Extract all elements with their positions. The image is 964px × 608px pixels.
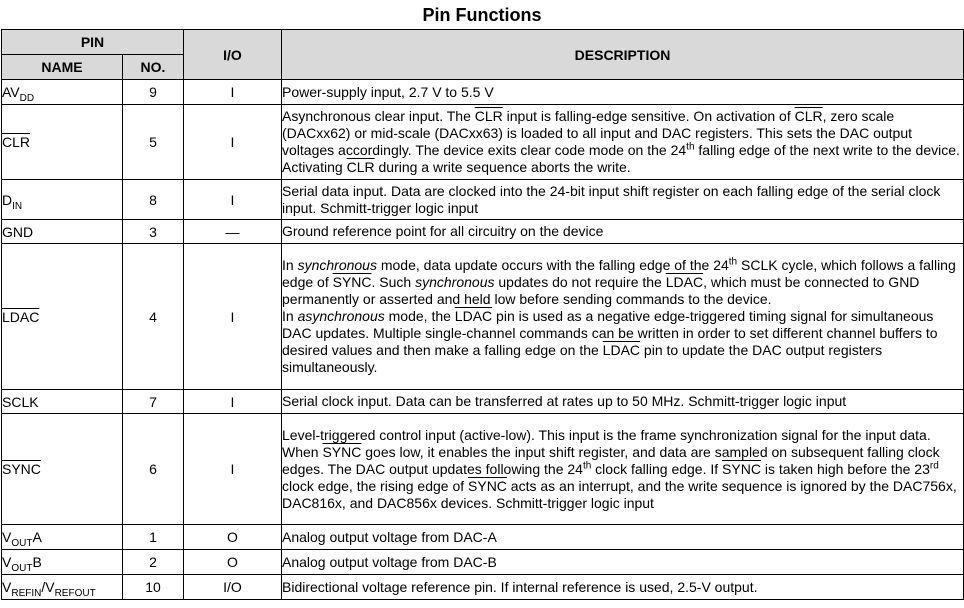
pin-name: $V_{REFIN}/V_{REFOUT}$ xyxy=(2,575,123,600)
table-row xyxy=(2,105,964,180)
header-io: I/O xyxy=(184,30,282,80)
table-row xyxy=(2,244,964,390)
pin-name: $V_{OUT}A$ xyxy=(2,525,123,550)
pin-number: 2 xyxy=(123,550,184,575)
header-no: NO. xyxy=(123,55,184,80)
pin-io: — xyxy=(184,220,282,244)
header-pin: PIN xyxy=(2,30,184,55)
pin-description: Serial clock input. Data can be transferred at rates up to 50 MHz. Schmitt-trigger logic input xyxy=(282,390,964,414)
pin-io: I xyxy=(184,390,282,414)
pin-functions-table xyxy=(1,29,964,600)
table-row xyxy=(2,414,964,525)
pin-number: 10 xyxy=(123,575,184,600)
pin-name: $D_{IN}$ xyxy=(2,180,123,220)
table-row xyxy=(2,180,964,220)
pin-name: SCLK xyxy=(2,390,123,414)
pin-description: Serial data input. Data are clocked into the 24-bit input shift register on each falling edge of the serial clock input. Schmitt-trigger logic input xyxy=(282,180,964,220)
pin-io: I xyxy=(184,180,282,220)
table-title: Pin Functions xyxy=(422,5,542,25)
pin-description: Analog output voltage from DAC-A xyxy=(282,525,964,550)
table-row xyxy=(2,550,964,575)
pin-io: O xyxy=(184,550,282,575)
table-row xyxy=(2,575,964,600)
pin-description: Level-triggered control input (active-low). This input is the frame synchronization signal for the input data. When SYNC goes low, it enables the input shift register, and data are sampled on subsequent falling clock edges. The DAC output updates following the 24th clock falling edge. If SYNC is taken high before the 23rd clock edge, the rising edge of SYNC acts as an interrupt, and the write sequence is ignored by the DAC756x, DAC816x, and DAC856x devices. Schmitt-trigger logic input xyxy=(282,414,964,525)
pin-name: GND xyxy=(2,220,123,244)
table-row xyxy=(2,390,964,414)
pin-io: I/O xyxy=(184,575,282,600)
pin-name: $V_{OUT}B$ xyxy=(2,550,123,575)
pin-number: 1 xyxy=(123,525,184,550)
pin-description: Power-supply input, 2.7 V to 5.5 V xyxy=(282,80,964,105)
pin-name: LDAC xyxy=(2,244,123,390)
pin-name: $AV_{DD}$ xyxy=(2,80,123,105)
pin-number: 4 xyxy=(123,244,184,390)
pin-io: O xyxy=(184,525,282,550)
pin-io: I xyxy=(184,244,282,390)
pin-io: I xyxy=(184,105,282,180)
header-description: DESCRIPTION xyxy=(282,30,964,80)
pin-number: 5 xyxy=(123,105,184,180)
pin-number: 8 xyxy=(123,180,184,220)
pin-io: I xyxy=(184,80,282,105)
header-name: NAME xyxy=(2,55,123,80)
pin-description: Asynchronous clear input. The $\overline{CLR}$ input is falling-edge sensitive. On activation of $\overline{CLR}$, zero scale (DACxx62) or mid-scale (DACxx63) is loaded to all input and DAC registers. This sets the DAC output voltages accordingly. The device exits clear code mode on the 24th falling edge of the next write to the device. Activating $\overline{CLR}$ during a write sequence aborts the write. xyxy=(282,105,964,180)
pin-description: Bidirectional voltage reference pin. If internal reference is used, 2.5-V output. xyxy=(282,575,964,600)
pin-number: 7 xyxy=(123,390,184,414)
pin-io: I xyxy=(184,414,282,525)
pin-name: SYNC xyxy=(2,414,123,525)
pin-number: 6 xyxy=(123,414,184,525)
pin-name: $\overline{CLR}$ xyxy=(2,105,123,180)
pin-description: Ground reference point for all circuitry on the device xyxy=(282,220,964,244)
table-row xyxy=(2,220,964,244)
table-row xyxy=(2,525,964,550)
pin-number: 9 xyxy=(123,80,184,105)
table-row xyxy=(2,80,964,105)
pin-description: Analog output voltage from DAC-B xyxy=(282,550,964,575)
pin-description: In synchronous mode, data update occurs with the falling edge of the 24th SCLK cycle, which follows a falling edge of SYNC. Such synchronous updates do not require the LDAC, which must be connected to GND permanently or asserted and held low before sending commands to the device. In asynchronous mode, the LDAC pin is used as a negative edge-triggered timing signal for simultaneous DAC updates. Multiple single-channel commands can be written in order to set different channel buffers to desired values and then make a falling edge on the LDAC pin to update the DAC output registers simultaneously. xyxy=(282,244,964,390)
pin-number: 3 xyxy=(123,220,184,244)
